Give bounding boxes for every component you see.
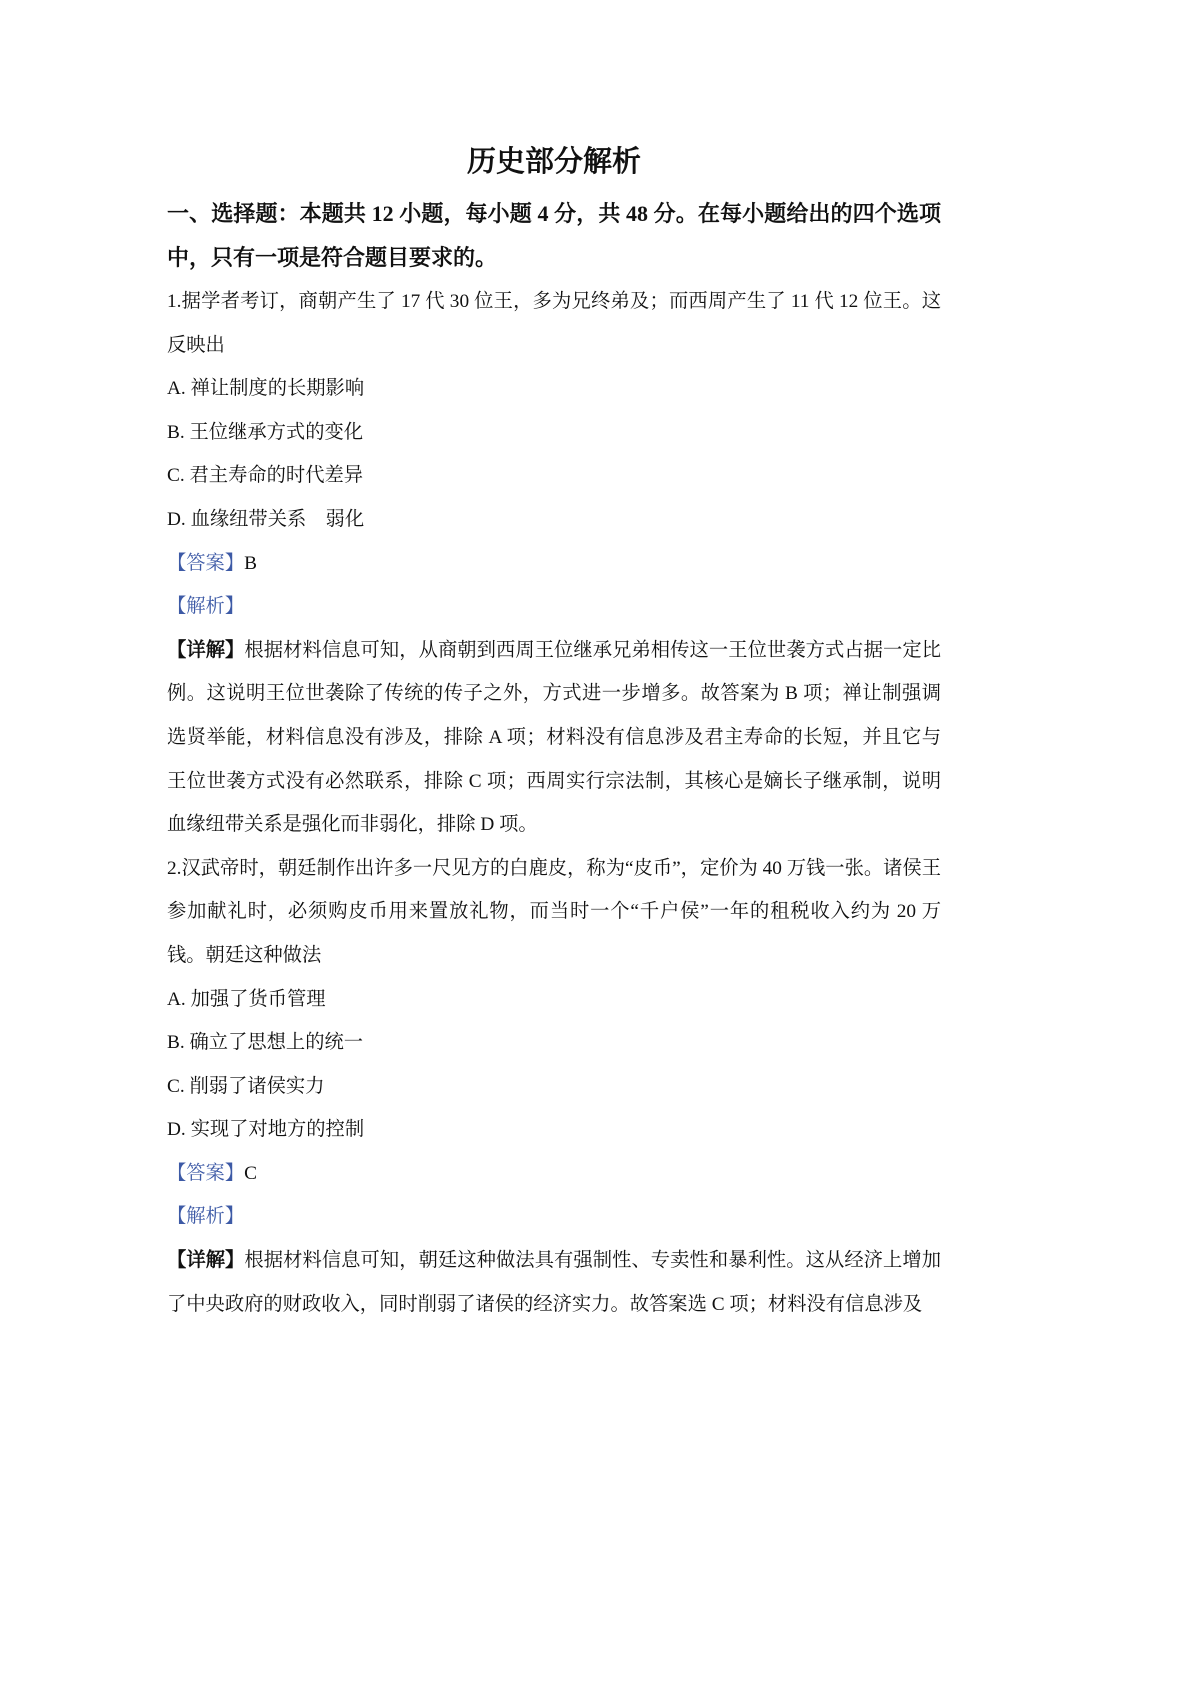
detail-label: 【详解】 <box>167 639 245 661</box>
analysis-line <box>167 1195 941 1239</box>
answer-label: 【答案】 <box>167 1162 245 1184</box>
analysis-label: 【解析】 <box>167 596 245 618</box>
option-a: A. 加强了货币管理 <box>167 988 326 1010</box>
option-d: D. 血缘纽带关系 弱化 <box>167 508 365 530</box>
page-title: 历史部分解析 <box>466 146 641 178</box>
answer-value: C <box>244 1162 257 1184</box>
detail-paragraph <box>167 1239 941 1326</box>
detail-text: 根据材料信息可知，从商朝到西周王位继承兄弟相传这一王位世袭方式占据一定比例。这说明王位世袭除了传统的传子之外，方式进一步增多。故答案为 B 项；禅让制强调选贤举能，材料信息没有涉及，排除 A 项；材料没有信息涉及君主寿命的长短，并且它与王位世袭方式没有必然联系，排除 C 项；西周实行宗法制，其核心是嫡长子继承制，说明血缘纽带关系是强化而非弱化，排除 D 项。 <box>167 639 942 836</box>
question-2 <box>167 847 941 1327</box>
option-b: B. 王位继承方式的变化 <box>167 421 364 443</box>
question-stem: 2.汉武帝时，朝廷制作出许多一尺见方的白鹿皮，称为“皮币”，定价为 40 万钱一张。诸侯王参加献礼时，必须购皮币用来置放礼物，而当时一个“千户侯”一年的租税收入约为 20 万钱。朝廷这种做法 <box>167 857 941 966</box>
option-b: B. 确立了思想上的统一 <box>167 1032 364 1054</box>
questions-list <box>167 280 941 1326</box>
option-d: D. 实现了对地方的控制 <box>167 1119 365 1141</box>
detail-paragraph <box>167 629 941 847</box>
analysis-label: 【解析】 <box>167 1206 245 1228</box>
answer-label: 【答案】 <box>167 552 245 574</box>
option-a: A. 禅让制度的长期影响 <box>167 378 365 400</box>
analysis-line <box>167 585 941 629</box>
answer-line <box>167 542 941 586</box>
detail-text: 根据材料信息可知，朝廷这种做法具有强制性、专卖性和暴利性。这从经济上增加了中央政府的财政收入，同时削弱了诸侯的经济实力。故答案选 C 项；材料没有信息涉及 <box>167 1250 942 1315</box>
question-1 <box>167 280 941 847</box>
option-c: C. 削弱了诸侯实力 <box>167 1075 325 1097</box>
answer-value: B <box>244 552 257 574</box>
option-c: C. 君主寿命的时代差异 <box>167 465 364 487</box>
answer-line <box>167 1152 941 1196</box>
section-heading: 一、选择题：本题共 12 小题，每小题 4 分，共 48 分。在每小题给出的四个选项中，只有一项是符合题目要求的。 <box>167 201 941 270</box>
detail-label: 【详解】 <box>167 1250 245 1272</box>
document-content <box>167 0 941 1326</box>
question-stem: 1.据学者考订，商朝产生了 17 代 30 位王，多为兄终弟及；而西周产生了 11 代 12 位王。这反映出 <box>167 291 941 356</box>
